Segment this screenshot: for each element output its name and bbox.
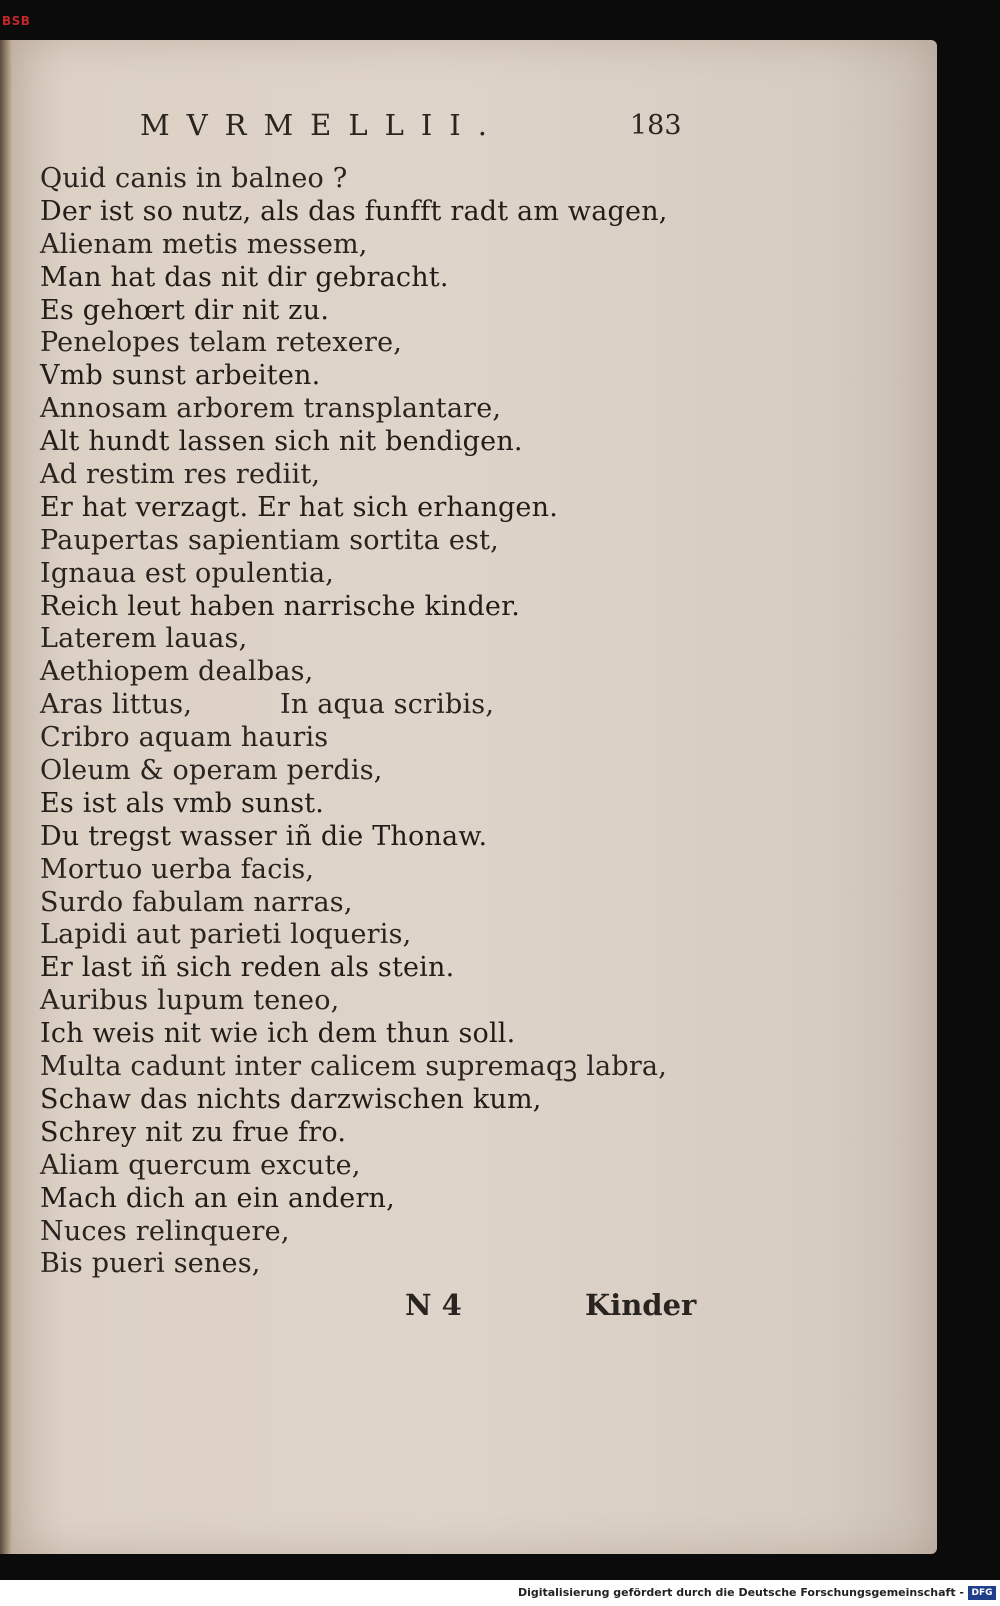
text-line: Ignaua est opulentia, [40,557,335,589]
text-line: Auribus lupum teneo, [40,985,340,1017]
text-line: Bis pueri senes, [40,1248,261,1280]
text-line: Aethiopem dealbas, [40,656,314,688]
text-line: Schrey nit zu frue fro. [40,1116,347,1148]
signature-line [405,1288,705,1328]
text-block [40,163,720,1281]
text-line: Aliam quercum excute, [40,1149,361,1181]
dfg-logo: DFG [968,1586,996,1600]
text-line: Du tregst wasser iñ die Thonaw. [40,820,488,852]
text-line: Mach dich an ein andern, [40,1182,395,1214]
text-line: Laterem lauas, [40,623,248,655]
text-line: Er hat verzagt. Er hat sich erhangen. [40,491,558,523]
funding-credit: Digitalisierung gefördert durch die Deutsche Forschungsgemeinschaft - [517,1586,964,1599]
text-line: Ad restim res rediit, [40,459,321,491]
text-line: Es gehœrt dir nit zu. [40,294,330,326]
text-line: Er last iñ sich reden als stein. [40,952,455,984]
text-line: Multa cadunt inter calicem supremaqꝫ labra, [40,1051,668,1083]
text-line: Paupertas sapientiam sortita est, [40,524,499,556]
text-line: Schaw das nichts darzwischen kum, [40,1083,542,1115]
text-line: Ich weis nit wie ich dem thun soll. [40,1018,516,1050]
text-line: Reich leut haben narrische kinder. [40,590,521,622]
text-line: Es ist als vmb sunst. [40,787,325,819]
text-line: Alienam metis messem, [40,228,368,260]
text-line: Quid canis in balneo ? [40,163,348,194]
text-line: Vmb sunst arbeiten. [40,360,321,392]
text-line: Man hat das nit dir gebracht. [40,261,449,293]
text-line: Penelopes telam retexere, [40,327,403,359]
text-line: Aras littus, In aqua scribis, [40,689,495,721]
text-line: Lapidi aut parieti loqueris, [40,919,412,951]
footer-bar [0,1580,1000,1606]
text-line: Surdo fabulam narras, [40,886,353,918]
catchword: Kinder [585,1288,697,1322]
running-head [140,108,700,148]
text-line: Mortuo uerba facis, [40,853,315,885]
running-title: MVRMELLII. [140,108,504,142]
text-line: Oleum & operam perdis, [40,755,383,787]
text-line: Der ist so nutz, als das funfft radt am wagen, [40,195,668,227]
text-line: Annosam arborem transplantare, [40,393,502,425]
signature-mark: N 4 [405,1288,462,1322]
text-line: Cribro aquam hauris [40,722,329,754]
page-number: 183 [630,110,682,141]
text-line: Nuces relinquere, [40,1215,290,1247]
text-line: Alt hundt lassen sich nit bendigen. [40,426,523,458]
library-stamp: BSB [2,14,31,28]
